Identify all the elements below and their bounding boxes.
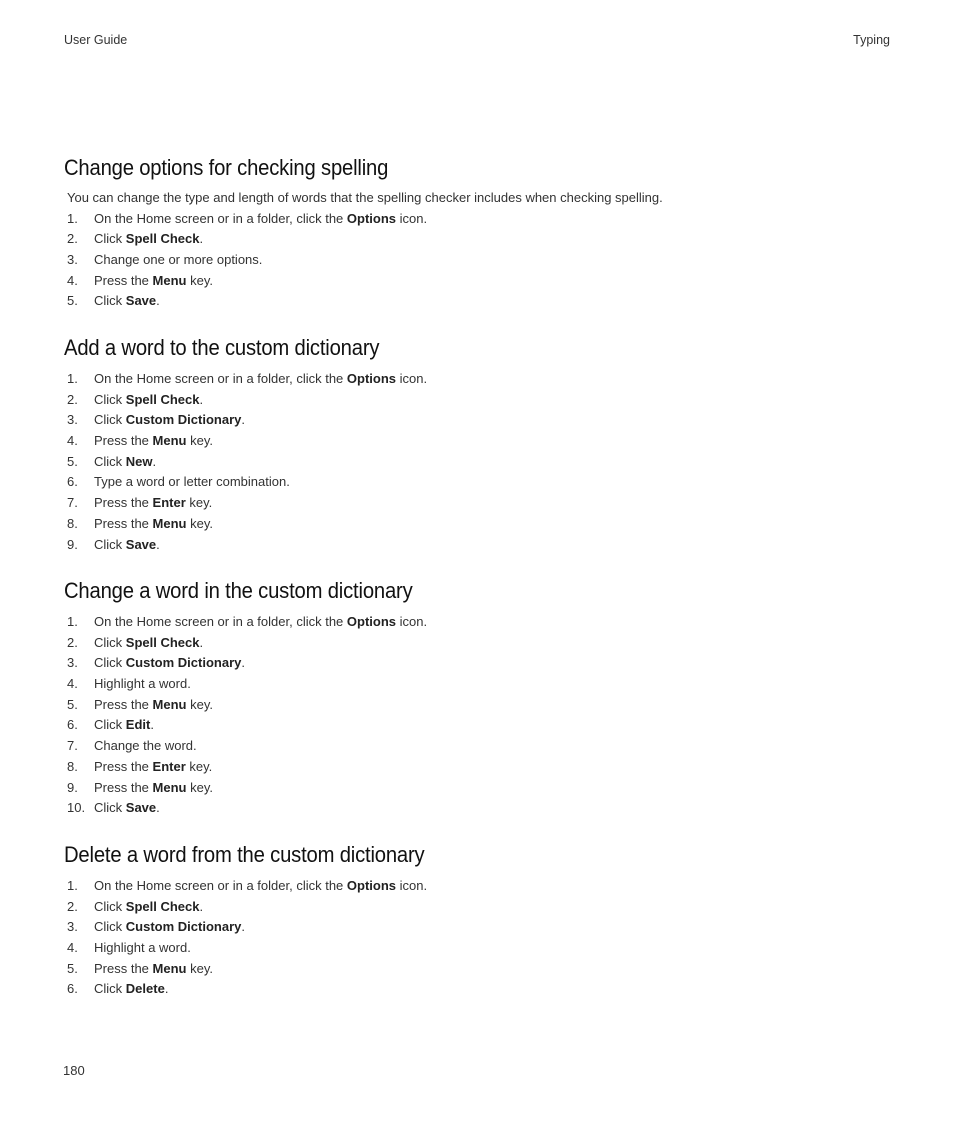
step-text	[94, 514, 213, 535]
section-heading: Change a word in the custom dictionary	[64, 578, 413, 603]
list-item	[64, 250, 890, 271]
step-text-plain: Highlight a word.	[94, 940, 191, 956]
list-item	[64, 897, 890, 918]
step-text-plain: On the Home screen or in a folder, click the	[94, 878, 347, 893]
step-number: 5.	[67, 293, 78, 309]
step-number: 3.	[67, 252, 78, 268]
ui-term: Options	[346, 210, 397, 226]
list-item	[64, 431, 890, 452]
step-text-plain: Type a word or letter combination.	[94, 474, 290, 490]
section-heading: Delete a word from the custom dictionary	[64, 842, 425, 867]
ui-term: Menu	[152, 779, 187, 795]
step-number: 6.	[67, 981, 78, 997]
step-text	[94, 778, 213, 799]
step-text-plain: key.	[186, 433, 213, 449]
ui-term: Enter	[152, 495, 186, 511]
list-item	[64, 959, 890, 980]
step-text-plain: Click	[94, 898, 126, 914]
step-text	[94, 493, 212, 514]
page-number: 180	[63, 1063, 85, 1078]
step-number: 3.	[67, 412, 78, 428]
list-item	[64, 271, 890, 292]
step-text	[94, 271, 213, 292]
ui-term: Delete	[125, 981, 165, 997]
ui-term: Options	[346, 878, 397, 893]
step-text-plain: Change one or more options.	[94, 252, 263, 268]
step-text-plain: key.	[186, 960, 213, 976]
list-item	[64, 674, 890, 695]
section-change-spelling-options	[64, 154, 890, 312]
list-item	[64, 633, 890, 654]
ui-term: Spell Check	[125, 231, 200, 247]
step-number: 7.	[67, 495, 78, 511]
ui-term: New	[125, 453, 153, 469]
list-item	[64, 472, 890, 493]
ui-term: Options	[346, 371, 397, 386]
step-text	[94, 897, 203, 918]
step-number: 5.	[67, 696, 78, 712]
step-number: 4.	[67, 940, 78, 956]
step-number: 10.	[67, 800, 86, 816]
step-text-plain: key.	[186, 272, 213, 288]
ui-term: Save	[125, 800, 157, 816]
step-text	[94, 917, 245, 938]
ui-term: Spell Check	[125, 898, 200, 914]
step-text-plain: On the Home screen or in a folder, click the	[94, 371, 347, 386]
step-text-plain: .	[156, 536, 160, 552]
step-text-plain: .	[150, 717, 154, 733]
step-text	[94, 876, 427, 897]
step-number: 7.	[67, 738, 78, 754]
step-number: 1.	[67, 371, 78, 386]
step-text-plain: Press the	[94, 779, 153, 795]
step-number: 2.	[67, 391, 78, 407]
step-text-plain: Click	[94, 536, 126, 552]
step-text	[94, 695, 213, 716]
step-text-plain: key.	[186, 696, 213, 712]
section-delete-word	[64, 841, 890, 1000]
list-item	[64, 452, 890, 473]
step-text-plain: key.	[186, 515, 213, 531]
step-text-plain: Click	[94, 800, 126, 816]
step-text-plain: Click	[94, 634, 126, 650]
step-text	[94, 250, 262, 271]
list-item	[64, 979, 890, 1000]
ui-term: Custom Dictionary	[125, 655, 242, 671]
list-item	[64, 410, 890, 431]
step-number: 6.	[67, 474, 78, 490]
step-number: 8.	[67, 758, 78, 774]
ui-term: Save	[125, 293, 157, 309]
list-item	[64, 535, 890, 556]
list-item	[64, 757, 890, 778]
ui-term: Save	[125, 536, 157, 552]
step-text	[94, 410, 245, 431]
list-item	[64, 209, 890, 230]
step-text-plain: Click	[94, 919, 126, 935]
ui-term: Edit	[125, 717, 151, 733]
step-text-plain: Click	[94, 391, 126, 407]
step-text	[94, 229, 203, 250]
step-text	[94, 291, 160, 312]
step-text-plain: .	[199, 634, 204, 650]
list-item	[64, 653, 890, 674]
step-text	[94, 653, 245, 674]
list-item	[64, 369, 890, 390]
step-text-plain: .	[156, 293, 160, 309]
list-item	[64, 715, 890, 736]
ui-term: Custom Dictionary	[125, 919, 242, 935]
step-number: 1.	[67, 878, 78, 893]
step-text-plain: Change the word.	[94, 738, 197, 754]
step-text	[94, 674, 191, 695]
step-text	[94, 757, 212, 778]
step-text-plain: Press the	[94, 515, 153, 531]
list-item	[64, 291, 890, 312]
step-text	[94, 369, 427, 390]
step-text-plain: Press the	[94, 495, 153, 511]
list-item	[64, 798, 890, 819]
step-text	[94, 979, 168, 1000]
step-text-plain: .	[199, 391, 204, 407]
step-number: 1.	[67, 614, 78, 629]
section-heading: Add a word to the custom dictionary	[64, 335, 380, 360]
step-text	[94, 959, 213, 980]
step-number: 4.	[67, 272, 78, 288]
header-guide-title: User Guide	[64, 33, 128, 47]
step-text-plain: Click	[94, 655, 126, 671]
list-item	[64, 938, 890, 959]
ui-term: Menu	[152, 515, 187, 531]
section-change-word	[64, 577, 890, 819]
step-text-plain: icon.	[396, 210, 428, 226]
step-text-plain: .	[152, 453, 157, 469]
step-text-plain: .	[241, 412, 245, 428]
step-text	[94, 798, 160, 819]
list-item	[64, 390, 890, 411]
step-text-plain: .	[241, 919, 245, 935]
step-text-plain: Press the	[94, 758, 153, 774]
step-text	[94, 715, 154, 736]
step-text-plain: Press the	[94, 433, 153, 449]
step-number: 4.	[67, 676, 78, 692]
step-number: 9.	[67, 779, 78, 795]
ui-term: Spell Check	[125, 634, 200, 650]
step-text-plain: Click	[94, 981, 126, 997]
step-number: 2.	[67, 634, 78, 650]
step-number: 1.	[67, 210, 78, 226]
step-text-plain: Press the	[94, 272, 153, 288]
step-number: 2.	[67, 231, 78, 247]
ui-term: Menu	[152, 696, 187, 712]
step-number: 2.	[67, 898, 78, 914]
step-text-plain: .	[199, 231, 204, 247]
step-text-plain: key.	[186, 779, 213, 795]
step-text	[94, 612, 427, 633]
steps-list	[64, 612, 890, 819]
step-number: 6.	[67, 717, 78, 733]
list-item	[64, 695, 890, 716]
steps-list	[64, 369, 890, 555]
steps-list	[64, 876, 890, 1000]
running-header	[64, 33, 890, 49]
step-text-plain: key.	[185, 758, 213, 774]
step-number: 4.	[67, 433, 78, 449]
step-text	[94, 209, 427, 230]
list-item	[64, 612, 890, 633]
step-text-plain: Click	[94, 231, 126, 247]
step-text	[94, 938, 191, 959]
step-text-plain: icon.	[396, 878, 428, 893]
step-text	[94, 535, 160, 556]
ui-term: Options	[346, 614, 397, 629]
step-text-plain: icon.	[396, 371, 428, 386]
step-text	[94, 431, 213, 452]
step-text	[94, 736, 197, 757]
ui-term: Custom Dictionary	[125, 412, 242, 428]
list-item	[64, 778, 890, 799]
step-text-plain: Click	[94, 453, 126, 469]
step-text-plain: icon.	[396, 614, 428, 629]
step-number: 3.	[67, 919, 78, 935]
ui-term: Enter	[152, 758, 186, 774]
step-number: 5.	[67, 960, 78, 976]
list-item	[64, 917, 890, 938]
list-item	[64, 493, 890, 514]
steps-list	[64, 209, 890, 312]
step-text	[94, 452, 156, 473]
list-item	[64, 876, 890, 897]
section-intro: You can change the type and length of words that the spelling checker includes when checking spelling.	[67, 190, 663, 205]
step-text-plain: On the Home screen or in a folder, click the	[94, 210, 347, 226]
step-text-plain: .	[156, 800, 160, 816]
list-item	[64, 229, 890, 250]
step-text	[94, 633, 203, 654]
step-text-plain: key.	[185, 495, 213, 511]
step-number: 5.	[67, 453, 78, 469]
step-text-plain: .	[164, 981, 169, 997]
step-text-plain: On the Home screen or in a folder, click the	[94, 614, 347, 629]
step-text	[94, 472, 290, 493]
step-text-plain: Click	[94, 293, 126, 309]
ui-term: Menu	[152, 272, 187, 288]
step-text-plain: .	[199, 898, 204, 914]
ui-term: Spell Check	[125, 391, 200, 407]
list-item	[64, 736, 890, 757]
step-text-plain: Click	[94, 717, 126, 733]
step-text-plain: Press the	[94, 696, 153, 712]
header-chapter-title: Typing	[853, 33, 890, 47]
ui-term: Menu	[152, 433, 187, 449]
step-text-plain: .	[241, 655, 245, 671]
step-text-plain: Highlight a word.	[94, 676, 191, 692]
step-number: 3.	[67, 655, 78, 671]
step-number: 9.	[67, 536, 78, 552]
list-item	[64, 514, 890, 535]
step-text-plain: Press the	[94, 960, 153, 976]
step-text-plain: Click	[94, 412, 126, 428]
section-add-word	[64, 334, 890, 555]
section-heading: Change options for checking spelling	[64, 155, 389, 180]
step-text	[94, 390, 203, 411]
step-number: 8.	[67, 515, 78, 531]
ui-term: Menu	[152, 960, 187, 976]
